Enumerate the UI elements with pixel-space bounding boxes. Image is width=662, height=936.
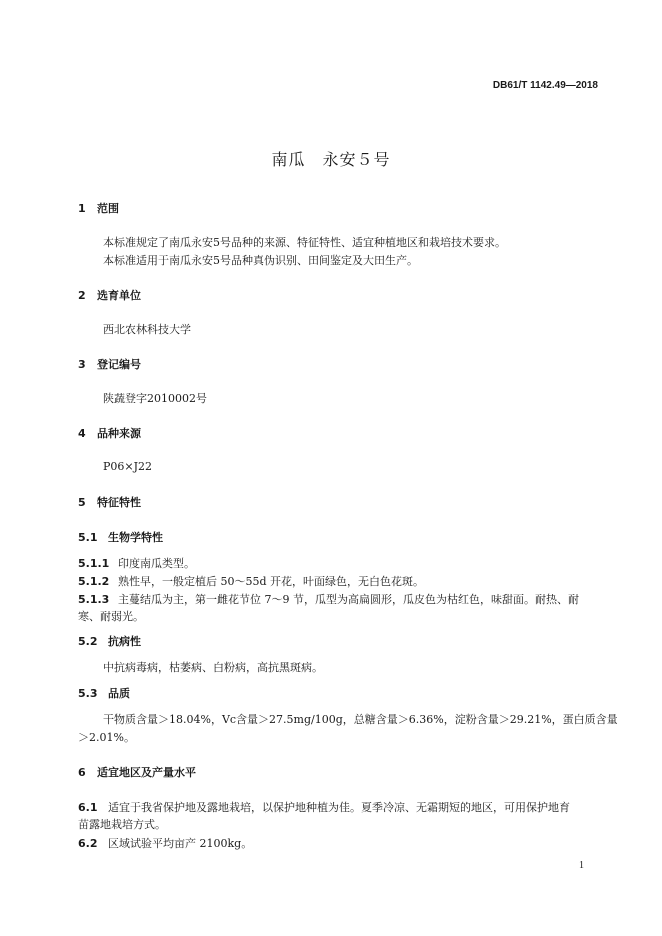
section-number: 5.2 bbox=[78, 635, 98, 648]
section-number: 1 bbox=[78, 202, 86, 215]
page-title: 南瓜 永安５号 bbox=[271, 150, 391, 169]
clause-number: 6.2 bbox=[78, 837, 98, 850]
disease-resistance-text: 中抗病毒病，枯萎病、白粉病，高抗黑斑病。 bbox=[103, 661, 323, 674]
section-label: 抗病性 bbox=[108, 635, 141, 648]
section-6-heading bbox=[78, 764, 196, 780]
clause-5-1-2 bbox=[78, 572, 424, 590]
clause-5-1-1 bbox=[78, 554, 195, 572]
clause-number: 5.1.1 bbox=[78, 557, 110, 570]
section-3-heading bbox=[78, 356, 141, 372]
section-label: 生物学特性 bbox=[108, 531, 163, 544]
clause-text-continued: 苗露地栽培方式。 bbox=[78, 818, 166, 831]
section-label: 范围 bbox=[97, 202, 119, 215]
paragraph: 本标准适用于南瓜永安5号品种真伪识别、田间鉴定及大田生产。 bbox=[103, 254, 418, 267]
clause-6-2 bbox=[78, 834, 252, 852]
clause-text: 适宜于我省保护地及露地栽培，以保护地种植为佳。夏季冷凉、无霜期短的地区，可用保护地育 bbox=[108, 801, 570, 814]
section-number: 5 bbox=[78, 496, 86, 509]
section-number: 4 bbox=[78, 427, 86, 440]
section-5-3-heading bbox=[78, 685, 130, 701]
section-number: 2 bbox=[78, 289, 86, 302]
clause-text: 主蔓结瓜为主，第一雌花节位 7～9 节，瓜型为高扁圆形，瓜皮色为枯红色，味甜面。耐热、耐 bbox=[118, 593, 579, 606]
registration-number: 陕蔬登字2010002号 bbox=[103, 392, 207, 405]
breeder-name: 西北农林科技大学 bbox=[103, 323, 191, 336]
variety-source: P06×J22 bbox=[103, 460, 153, 473]
quality-text-continued: ＞2.01%。 bbox=[78, 731, 135, 744]
clause-text: 印度南瓜类型。 bbox=[118, 557, 195, 570]
clause-text-continued: 寒、耐弱光。 bbox=[78, 610, 144, 623]
section-4-heading bbox=[78, 425, 141, 441]
section-5-1-heading bbox=[78, 529, 163, 545]
clause-5-1-3 bbox=[78, 590, 579, 608]
section-number: 5.3 bbox=[78, 687, 98, 700]
section-label: 品种来源 bbox=[97, 427, 141, 440]
section-number: 6 bbox=[78, 766, 86, 779]
clause-text: 区域试验平均亩产 2100kg。 bbox=[108, 837, 253, 850]
section-number: 5.1 bbox=[78, 531, 98, 544]
clause-number: 5.1.2 bbox=[78, 575, 110, 588]
section-label: 选育单位 bbox=[97, 289, 141, 302]
section-2-heading bbox=[78, 287, 141, 303]
quality-text: 干物质含量＞18.04%，Vc含量＞27.5mg/100g，总糖含量＞6.36%，淀粉含量＞29.21%，蛋白质含量 bbox=[103, 713, 618, 726]
standard-code: DB61/T 1142.49—2018 bbox=[492, 80, 598, 91]
section-label: 特征特性 bbox=[97, 496, 141, 509]
paragraph: 本标准规定了南瓜永安5号品种的来源、特征特性、适宜种植地区和栽培技术要求。 bbox=[103, 236, 506, 249]
clause-number: 6.1 bbox=[78, 801, 98, 814]
clause-6-1 bbox=[78, 798, 570, 816]
section-number: 3 bbox=[78, 358, 86, 371]
section-1-heading bbox=[78, 200, 119, 216]
clause-text: 熟性早，一般定植后 50～55d 开花，叶面绿色，无白色花斑。 bbox=[118, 575, 425, 588]
section-label: 登记编号 bbox=[97, 358, 141, 371]
section-label: 适宜地区及产量水平 bbox=[97, 766, 196, 779]
section-5-2-heading bbox=[78, 633, 141, 649]
section-label: 品质 bbox=[108, 687, 130, 700]
clause-number: 5.1.3 bbox=[78, 593, 110, 606]
section-5-heading bbox=[78, 494, 141, 510]
page-number: 1 bbox=[579, 860, 584, 871]
